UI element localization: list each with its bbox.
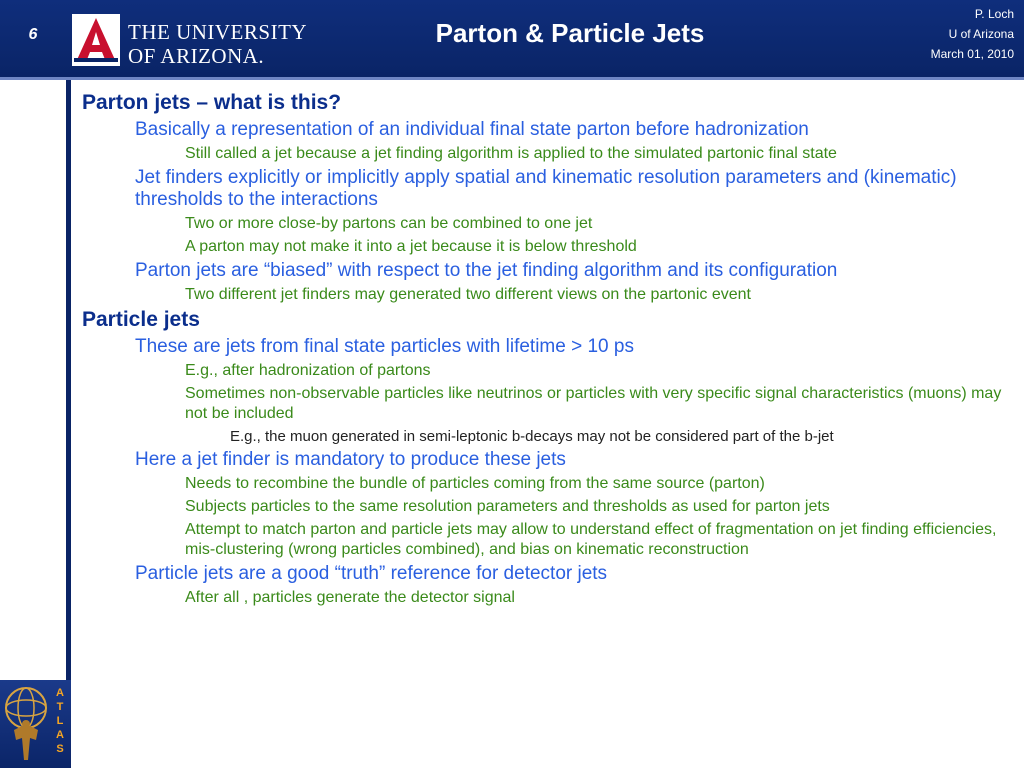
sidebar-divider (66, 80, 71, 680)
slide-header (0, 0, 1024, 80)
author-name: P. Loch (974, 7, 1014, 21)
bullet-level-3: Two different jet finders may generated two different views on the partonic event (185, 286, 751, 303)
bullet-level-3: A parton may not make it into a jet because it is below threshold (185, 238, 637, 255)
presentation-date: March 01, 2010 (930, 47, 1014, 61)
atlas-label-text: ATLAS (56, 687, 64, 755)
bullet-level-2: Jet finders explicitly or implicitly apply spatial and kinematic resolution parameters and (kinematic) thresholds to the interactions (135, 167, 957, 210)
university-name-line2: OF ARIZONA. (128, 44, 265, 68)
bullet-level-2: Here a jet finder is mandatory to produce these jets (135, 449, 566, 470)
bullet-level-3: Needs to recombine the bundle of particles coming from the same source (parton) (185, 475, 765, 492)
bullet-level-3: E.g., after hadronization of partons (185, 362, 431, 379)
university-name-line1: THE UNIVERSITY (128, 20, 308, 44)
atlas-figure-icon (0, 680, 52, 768)
slide-number: 6 (28, 26, 38, 43)
atlas-label (52, 686, 68, 756)
slide-body (82, 89, 1012, 611)
bullet-level-1: Particle jets (82, 308, 200, 331)
bullet-level-2: Basically a representation of an individual final state parton before hadronization (135, 119, 809, 140)
bullet-level-3: Subjects particles to the same resolution parameters and thresholds as used for parton jets (185, 498, 830, 515)
bullet-level-1: Parton jets – what is this? (82, 91, 342, 114)
bullet-level-4: E.g., the muon generated in semi-leptonic b-decays may not be considered part of the b-jet (230, 428, 834, 445)
left-sidebar (0, 80, 70, 768)
slide-title: Parton & Particle Jets (435, 18, 705, 48)
institution-name: U of Arizona (948, 27, 1014, 41)
bullet-level-3: Still called a jet because a jet finding algorithm is applied to the simulated partonic final state (185, 145, 837, 162)
bullet-level-3: Sometimes non-observable particles like neutrinos or particles with very specific signal characteristics (muons) may not be included (185, 385, 1002, 422)
bullet-level-2: These are jets from final state particles with lifetime > 10 ps (135, 336, 634, 357)
university-a-logo-icon (72, 14, 120, 66)
bullet-level-2: Parton jets are “biased” with respect to the jet finding algorithm and its configuration (135, 260, 838, 281)
bullet-level-3: Attempt to match parton and particle jets may allow to understand effect of fragmentation on jet finding efficiencies, mis-clustering (wrong particles combined), and bias on kinematic reconstruction (185, 521, 997, 558)
bullet-level-3: After all , particles generate the detector signal (185, 589, 515, 606)
bullet-level-3: Two or more close-by partons can be combined to one jet (185, 215, 593, 232)
bullet-level-2: Particle jets are a good “truth” reference for detector jets (135, 563, 608, 584)
